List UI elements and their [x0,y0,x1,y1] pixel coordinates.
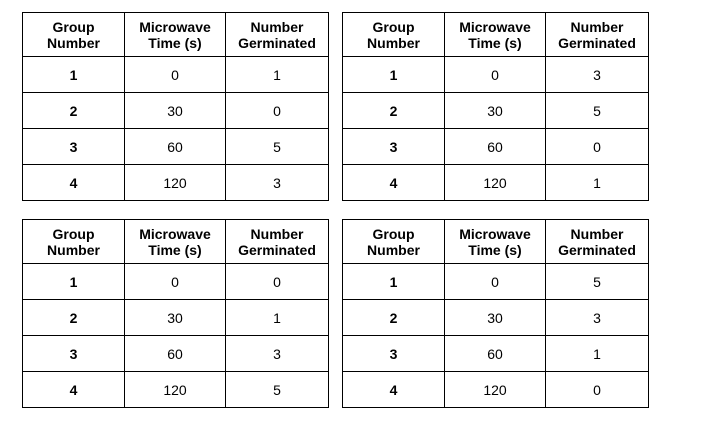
table-row [343,57,649,93]
group-cell: 3 [343,336,445,372]
header-microwave-time: Microwave Time (s) [445,13,546,57]
time-cell: 30 [125,93,226,129]
time-cell: 0 [125,264,226,300]
group-cell: 1 [343,57,445,93]
table-row [23,129,329,165]
group-cell: 1 [23,57,125,93]
germinated-cell: 3 [226,165,329,201]
time-cell: 0 [445,264,546,300]
group-cell: 2 [23,93,125,129]
germinated-cell: 1 [226,300,329,336]
header-row [343,13,649,57]
table-row [343,93,649,129]
group-cell: 3 [23,129,125,165]
header-group-number: Group Number [23,220,125,264]
germinated-cell: 1 [226,57,329,93]
table-row [343,165,649,201]
header-group-number: Group Number [343,220,445,264]
header-row [23,13,329,57]
table-row [343,300,649,336]
time-cell: 120 [445,165,546,201]
table-row [343,264,649,300]
germinated-cell: 0 [546,372,649,408]
table-row [23,336,329,372]
group-cell: 2 [343,93,445,129]
group-cell: 3 [23,336,125,372]
time-cell: 60 [125,129,226,165]
group-cell: 1 [343,264,445,300]
time-cell: 60 [125,336,226,372]
table-row [23,93,329,129]
time-cell: 30 [445,93,546,129]
time-cell: 120 [125,372,226,408]
group-cell: 4 [23,165,125,201]
time-cell: 120 [125,165,226,201]
table-row [23,372,329,408]
germinated-cell: 0 [226,93,329,129]
header-number-germinated: Number Germinated [226,220,329,264]
table-row [343,129,649,165]
header-microwave-time: Microwave Time (s) [125,13,226,57]
group-cell: 3 [343,129,445,165]
data-table-2 [342,12,649,201]
header-microwave-time: Microwave Time (s) [445,220,546,264]
group-cell: 1 [23,264,125,300]
header-number-germinated: Number Germinated [226,13,329,57]
data-table-1 [22,12,329,201]
table-row [343,372,649,408]
header-microwave-time: Microwave Time (s) [125,220,226,264]
time-cell: 30 [125,300,226,336]
germinated-cell: 1 [546,165,649,201]
group-cell: 2 [23,300,125,336]
data-table-3 [22,219,329,408]
time-cell: 60 [445,336,546,372]
table-row [23,300,329,336]
header-group-number: Group Number [23,13,125,57]
table-row [23,165,329,201]
table-row [23,264,329,300]
group-cell: 4 [343,372,445,408]
germinated-cell: 5 [226,372,329,408]
table-row [343,336,649,372]
germinated-cell: 5 [546,264,649,300]
germinated-cell: 0 [546,129,649,165]
germinated-cell: 3 [546,57,649,93]
time-cell: 0 [445,57,546,93]
header-group-number: Group Number [343,13,445,57]
header-row [343,220,649,264]
time-cell: 120 [445,372,546,408]
germinated-cell: 1 [546,336,649,372]
germinated-cell: 5 [226,129,329,165]
group-cell: 4 [23,372,125,408]
germinated-cell: 5 [546,93,649,129]
header-number-germinated: Number Germinated [546,13,649,57]
germinated-cell: 3 [226,336,329,372]
germinated-cell: 0 [226,264,329,300]
header-number-germinated: Number Germinated [546,220,649,264]
time-cell: 60 [445,129,546,165]
group-cell: 4 [343,165,445,201]
time-cell: 30 [445,300,546,336]
table-row [23,57,329,93]
germinated-cell: 3 [546,300,649,336]
header-row [23,220,329,264]
group-cell: 2 [343,300,445,336]
data-table-4 [342,219,649,408]
time-cell: 0 [125,57,226,93]
